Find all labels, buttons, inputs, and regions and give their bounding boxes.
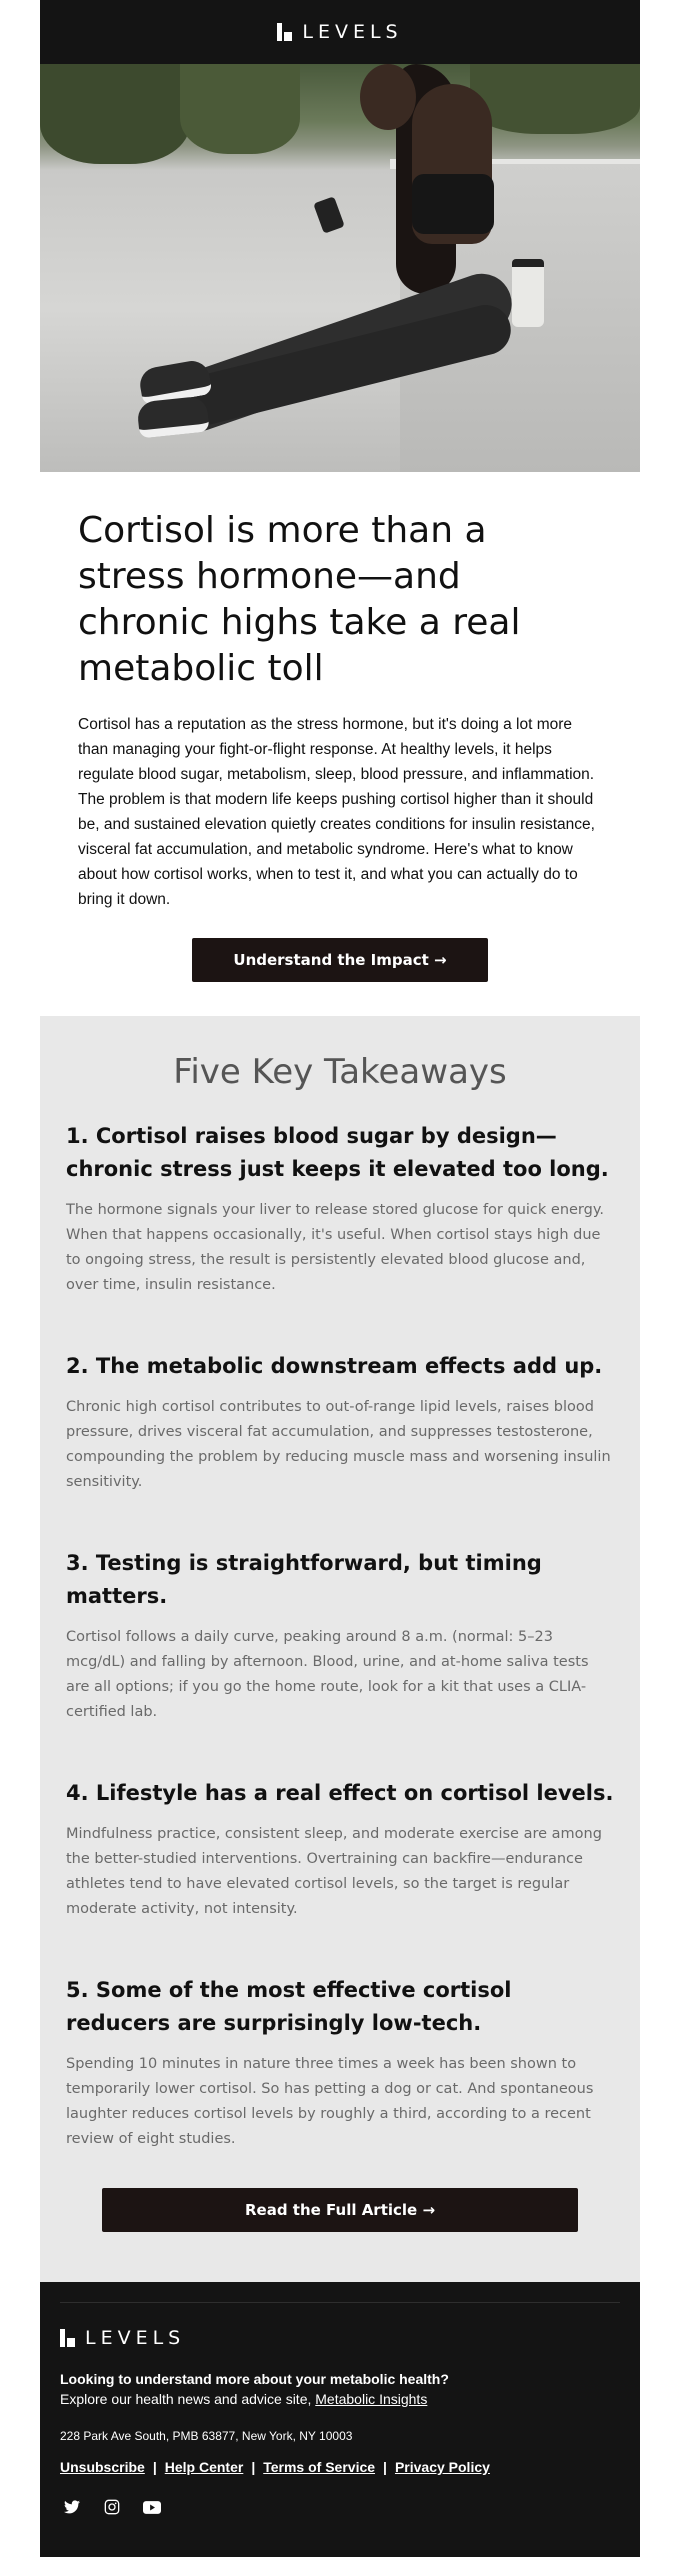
understand-impact-button[interactable]: Understand the Impact → [192, 938, 488, 982]
youtube-icon[interactable] [140, 2495, 164, 2519]
levels-logo-icon [60, 2329, 75, 2347]
takeaway-heading: 3. Testing is straightforward, but timing matters. [66, 1551, 542, 1608]
email-header [40, 0, 640, 64]
levels-logo-icon [277, 23, 292, 41]
takeaway-body: Mindfulness practice, consistent sleep, and moderate exercise are among the better-studied interventions. Overtraining can backfire—endurance athletes tend to have elevated cortisol levels, so the target is regular moderate activity, not intensity. [66, 1826, 602, 1917]
takeaway-heading: 4. Lifestyle has a real effect on cortisol levels. [66, 1781, 614, 1805]
link-separator: | [152, 2459, 157, 2475]
takeaways-title: Five Key Takeaways [173, 1052, 507, 1092]
brand-name: LEVELS [302, 21, 403, 43]
takeaway-body: Cortisol follows a daily curve, peaking around 8 a.m. (normal: 5–23 mcg/dL) and falling by afternoon. Blood, urine, and at-home saliva tests are all options; if you go the home route, look for a kit that uses a CLIA-certified lab. [66, 1629, 589, 1720]
takeaway-item [66, 1547, 614, 1725]
article-intro-text: Cortisol has a reputation as the stress hormone, but it's doing a lot more than managing your fight-or-flight response. At healthy levels, it helps regulate blood sugar, metabolism, sleep, blood pressure, and inflammation. The problem is that modern life keeps pushing cortisol higher than it should be, and sustained elevation quietly creates conditions for insulin resistance, visceral fat accumulation, and metabolic syndrome. Here's what to know about how cortisol works, when to test it, and what you can actually do to bring it down. [78, 716, 595, 908]
read-full-article-button[interactable]: Read the Full Article → [102, 2188, 578, 2232]
terms-of-service-link[interactable]: Terms of Service [263, 2459, 376, 2475]
article-headline: Cortisol is more than a stress hormone—and chronic highs take a real metabolic toll [78, 510, 521, 689]
footer-explore [60, 2389, 620, 2409]
takeaway-item [66, 1120, 614, 1298]
link-separator: | [383, 2459, 387, 2475]
footer-logo[interactable] [60, 2327, 620, 2349]
takeaway-body: Spending 10 minutes in nature three times a week has been shown to temporarily lower cortisol. So has petting a dog or cat. And spontaneous laughter reduces cortisol levels by roughly a third, according to a recent review of eight studies. [66, 2056, 594, 2147]
takeaway-heading: 2. The metabolic downstream effects add up. [66, 1354, 603, 1378]
hero-image [40, 64, 640, 472]
twitter-icon[interactable] [60, 2495, 84, 2519]
email-container [40, 0, 640, 2575]
social-links [60, 2495, 620, 2519]
help-center-link[interactable]: Help Center [164, 2459, 244, 2475]
takeaway-item [66, 1350, 614, 1495]
footer-explore-text: Explore our health news and advice site, [60, 2391, 316, 2407]
bottom-spacer [40, 2557, 640, 2575]
email-footer [40, 2282, 640, 2557]
link-separator: | [251, 2459, 256, 2475]
takeaways-section [40, 1016, 640, 2282]
takeaway-body: Chronic high cortisol contributes to out-of-range lipid levels, raises blood pressure, drives visceral fat accumulation, and suppresses testosterone, compounding the problem by reducing muscle mass and worsening insulin sensitivity. [66, 1399, 611, 1490]
privacy-policy-link[interactable]: Privacy Policy [394, 2459, 490, 2475]
footer-links [60, 2459, 620, 2475]
footer-divider [60, 2302, 620, 2303]
takeaway-item [66, 1777, 614, 1922]
takeaway-body: The hormone signals your liver to release stored glucose for quick energy. When that happens occasionally, it's useful. When cortisol stays high due to ongoing stress, the result is persistently elevated blood glucose and, over time, insulin resistance. [66, 1202, 604, 1293]
takeaway-item [66, 1974, 614, 2152]
footer-brand-name: LEVELS [85, 2327, 186, 2349]
unsubscribe-link[interactable]: Unsubscribe [60, 2459, 145, 2475]
article-intro [40, 472, 640, 1012]
takeaway-heading: 1. Cortisol raises blood sugar by design—chronic stress just keeps it elevated too long. [66, 1124, 609, 1181]
instagram-icon[interactable] [100, 2495, 124, 2519]
footer-question: Looking to understand more about your metabolic health? [60, 2371, 449, 2387]
takeaway-heading: 5. Some of the most effective cortisol reducers are surprisingly low-tech. [66, 1978, 512, 2035]
metabolic-insights-link[interactable]: Metabolic Insights [315, 2391, 428, 2407]
footer-address: 228 Park Ave South, PMB 63877, New York, NY 10003 [60, 2429, 353, 2443]
